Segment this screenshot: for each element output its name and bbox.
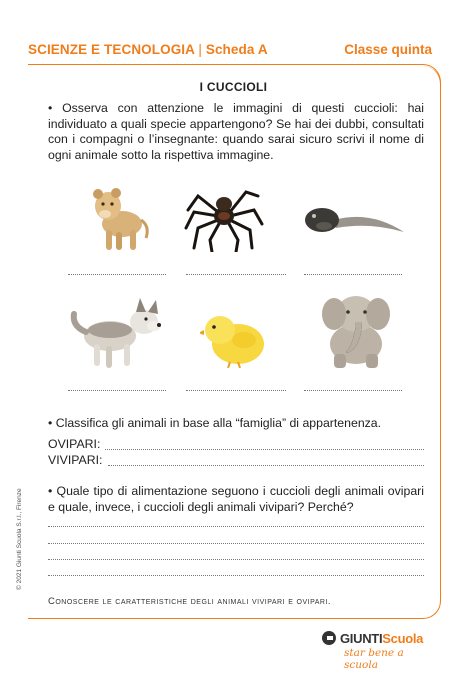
answer-line-2[interactable]: [186, 274, 286, 275]
diet-answer-line-3[interactable]: [48, 559, 424, 560]
logo-tagline: star bene a scuola: [344, 647, 404, 671]
logo-brand-a: GIUNTI: [340, 631, 383, 646]
diet-answer-line-1[interactable]: [48, 526, 424, 527]
vivipari-label: VIVIPARI:: [48, 453, 103, 467]
subject-title: [28, 42, 268, 57]
observe-instruction: • Osserva con attenzione le immagini di questi cuccioli: hai individuato a quali specie appartengono? Se hai dei dubbi, consultati con i compagni o l’insegnante: quando sarai sicuro scrivi il nome di ogni animale sotto la rispettiva immagine.: [48, 101, 424, 162]
answer-line-4[interactable]: [68, 390, 166, 391]
diet-answer-line-4[interactable]: [48, 575, 424, 576]
grade-label: Classe quinta: [344, 42, 432, 57]
header-separator: |: [198, 42, 202, 57]
logo-brand: [340, 631, 423, 646]
vivipari-answer-line[interactable]: [108, 465, 424, 466]
diet-answer-line-2[interactable]: [48, 543, 424, 544]
ovipari-answer-line[interactable]: [105, 449, 424, 450]
vivipari-row: [48, 453, 102, 467]
sheet-label: Scheda A: [205, 42, 268, 57]
ovipari-row: [48, 437, 100, 451]
wolf-pup-icon: [70, 296, 166, 372]
spider-icon: [184, 182, 264, 252]
learning-objective: Conoscere le caratteristiche degli animali vivipari e ovipari.: [48, 596, 332, 607]
frame-top-border: [28, 64, 420, 65]
subject-label: SCIENZE E TECNOLOGIA: [28, 42, 195, 57]
answer-line-3[interactable]: [304, 274, 402, 275]
chick-icon: [200, 306, 270, 368]
ovipari-label: OVIPARI:: [48, 437, 101, 451]
classify-instruction: • Classifica gli animali in base alla “famiglia” di appartenenza.: [48, 416, 382, 430]
giunti-g-icon: [322, 631, 336, 645]
answer-line-5[interactable]: [186, 390, 286, 391]
page-header: [28, 42, 440, 60]
logo-brand-b: Scuola: [382, 631, 424, 646]
worksheet-title: I CUCCIOLI: [199, 80, 268, 94]
diet-instruction: • Quale tipo di alimentazione seguono i cuccioli degli animali ovipari e quale, invece, i cuccioli degli animali vivipari? Perché?: [48, 484, 424, 514]
publisher-logo: [322, 630, 432, 671]
tadpole-icon: [300, 200, 406, 242]
answer-line-6[interactable]: [304, 390, 402, 391]
lion-cub-icon: [86, 180, 152, 254]
copyright-notice: © 2021 Giunti Scuola S.r.l., Firenze: [16, 488, 23, 590]
answer-line-1[interactable]: [68, 274, 166, 275]
elephant-calf-icon: [316, 288, 394, 370]
